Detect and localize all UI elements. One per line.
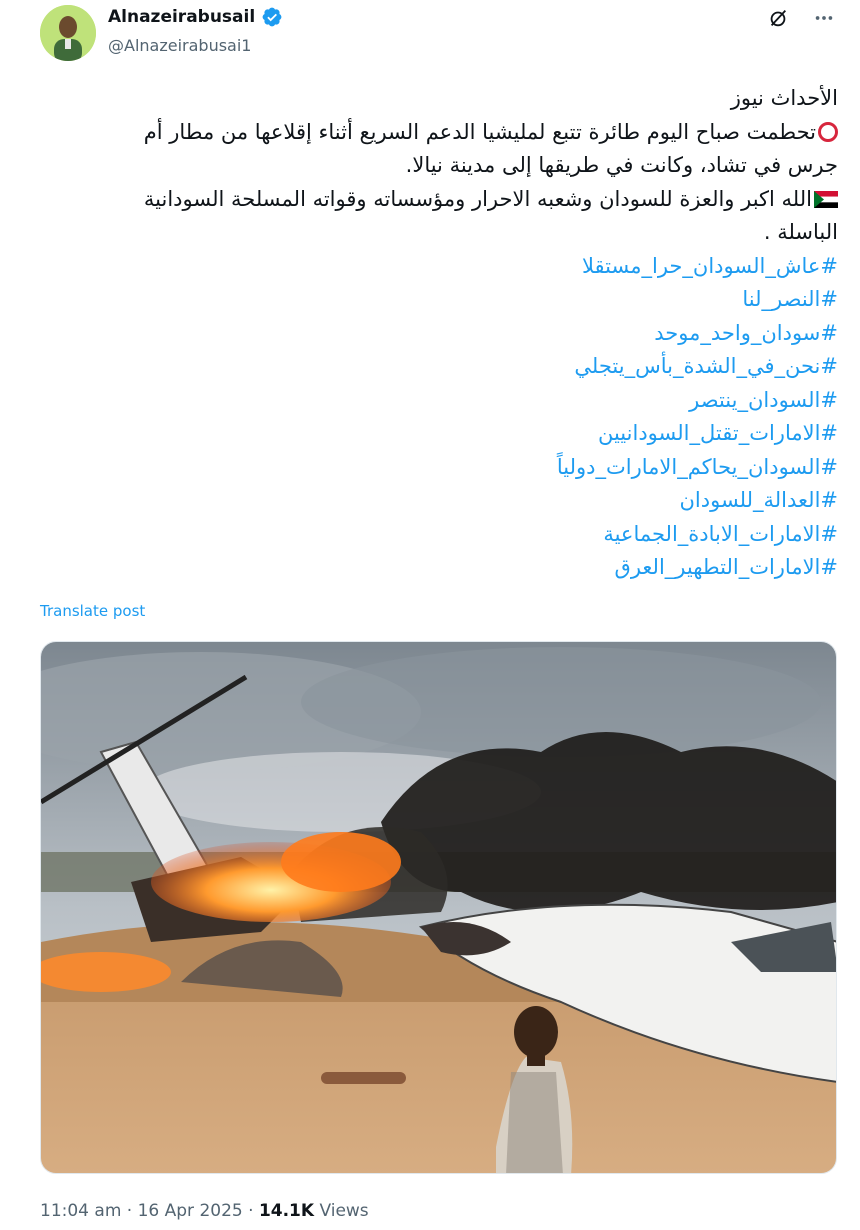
hashtag-link[interactable]: #النصر_لنا: [742, 287, 838, 311]
author-display-name[interactable]: Alnazeirabusail: [108, 7, 256, 27]
grok-slash-circle-icon[interactable]: [764, 4, 792, 32]
tweet-line-praise-text: الله اكبر والعزة للسودان وشعبه الاحرار ومؤسساته وقواته المسلحة السودانية: [143, 186, 812, 211]
views-count: 14.1K: [258, 1201, 315, 1221]
hashtag-link[interactable]: #عاش_السودان_حرا_مستقلا: [582, 253, 838, 278]
tweet-line-brave: الباسلة .: [763, 220, 838, 244]
sudan-flag-emoji: [814, 191, 838, 208]
views-label: Views: [319, 1201, 369, 1221]
author-name-row[interactable]: [108, 6, 283, 28]
tweet-line-praise: [40, 183, 838, 217]
red-circle-emoji: [818, 122, 838, 142]
hashtag-link[interactable]: #الامارات_الابادة_الجماعية: [603, 521, 838, 546]
avatar[interactable]: [40, 5, 96, 61]
verified-badge-icon: [261, 6, 283, 28]
hashtag-link[interactable]: #الامارات_تقتل_السودانيين: [597, 421, 838, 445]
hashtag-link[interactable]: #نحن_في_الشدة_بأس_يتجلي: [574, 354, 838, 378]
header-actions: [764, 4, 838, 32]
hashtag-link[interactable]: #السودان_يحاكم_الامارات_دولياً: [556, 454, 838, 479]
crashed-plane-photo: [41, 642, 837, 1174]
tweet-line-crash-text: تحطمت صباح اليوم طائرة تتبع لمليشيا الدعم السريع أثناء إقلاعها من مطار أم: [143, 119, 816, 144]
author-handle[interactable]: @Alnazeirabusai1: [108, 36, 252, 55]
tweet-meta: [40, 1201, 369, 1221]
tweet-media-photo[interactable]: [40, 641, 837, 1174]
tweet-text: [40, 82, 838, 585]
tweet-date[interactable]: 16 Apr 2025: [137, 1201, 243, 1221]
tweet-line-source: الأحداث نيوز: [730, 86, 838, 110]
hashtag-link[interactable]: #السودان_ينتصر: [689, 387, 838, 412]
tweet-time[interactable]: 11:04 am: [40, 1201, 122, 1221]
hashtag-link[interactable]: #العدالة_للسودان: [679, 488, 838, 512]
tweet-line-destination: جرس في تشاد، وكانت في طريقها إلى مدينة نيالا.: [405, 153, 838, 177]
tweet-line-crash: [40, 116, 838, 150]
translate-post-link[interactable]: Translate post: [40, 602, 146, 620]
more-horizontal-icon[interactable]: [810, 4, 838, 32]
hashtag-link[interactable]: #الامارات_التطهير_العرق: [614, 555, 838, 579]
meta-separator: ·: [248, 1201, 254, 1221]
meta-separator: ·: [126, 1201, 133, 1221]
hashtag-link[interactable]: #سودان_واحد_موحد: [654, 320, 838, 345]
